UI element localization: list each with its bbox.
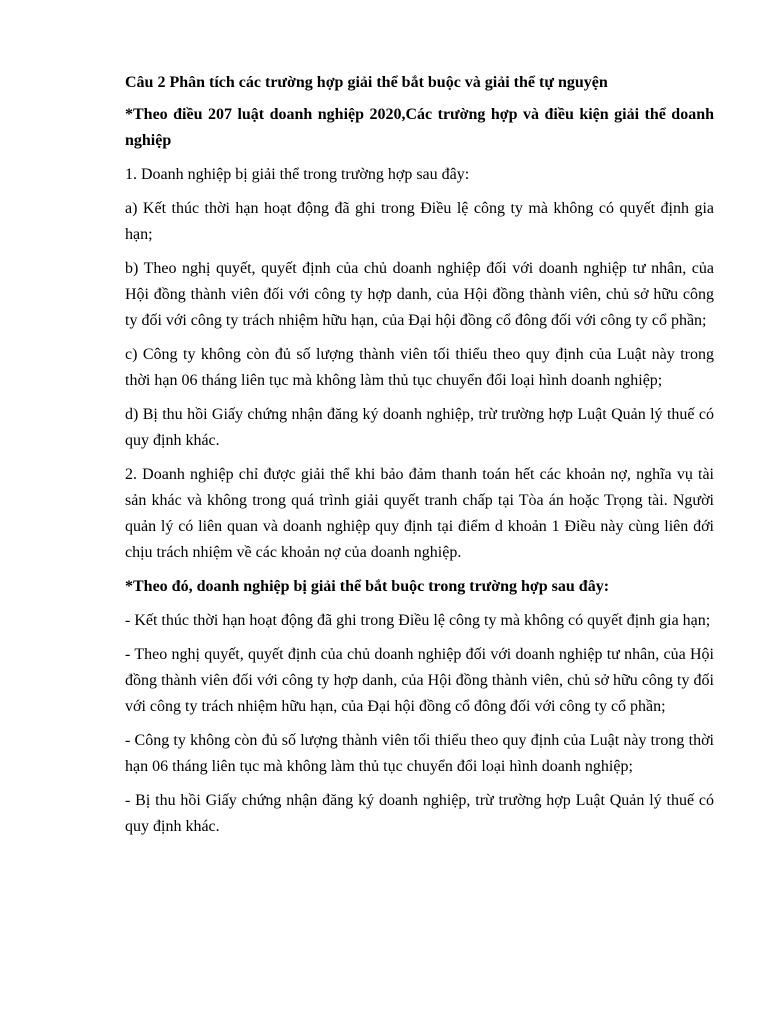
bullet-1: - Kết thúc thời hạn hoạt động đã ghi trong Điều lệ công ty mà không có quyết định gia hạn; — [125, 612, 711, 629]
bullet-4: - Bị thu hồi Giấy chứng nhận đăng ký doanh nghiệp, trừ trường hợp Luật Quản lý thuế có quy định khác. — [125, 792, 714, 835]
item-1-d: d) Bị thu hồi Giấy chứng nhận đăng ký doanh nghiệp, trừ trường hợp Luật Quản lý thuế có quy định khác. — [125, 406, 714, 449]
item-1-b: b) Theo nghị quyết, quyết định của chủ doanh nghiệp đối với doanh nghiệp tư nhân, của Hội đồng thành viên đối với công ty hợp danh, của Hội đồng thành viên, chủ sở hữu công ty đối với công ty trách nhiệm hữu hạn, của Đại hội đồng cổ đông đối với công ty cổ phần; — [125, 260, 714, 329]
bullet-2: - Theo nghị quyết, quyết định của chủ doanh nghiệp đối với doanh nghiệp tư nhân, của Hội đồng thành viên đối với công ty hợp danh, của Hội đồng thành viên, chủ sở hữu công ty đối với công ty trách nhiệm hữu hạn, của Đại hội đồng cổ đông đối với công ty cổ phần; — [125, 646, 714, 715]
item-1-c: c) Công ty không còn đủ số lượng thành viên tối thiểu theo quy định của Luật này trong thời hạn 06 tháng liên tục mà không làm thủ tục chuyển đổi loại hình doanh nghiệp; — [125, 346, 714, 389]
section2-heading: *Theo đó, doanh nghiệp bị giải thể bắt buộc trong trường hợp sau đây: — [125, 578, 610, 595]
bullet-3: - Công ty không còn đủ số lượng thành viên tối thiểu theo quy định của Luật này trong thời hạn 06 tháng liên tục mà không làm thủ tục chuyển đổi loại hình doanh nghiệp; — [125, 732, 714, 775]
document-page — [125, 70, 714, 848]
item-1-a: a) Kết thúc thời hạn hoạt động đã ghi trong Điều lệ công ty mà không có quyết định gia hạn; — [125, 200, 714, 243]
item-2: 2. Doanh nghiệp chỉ được giải thể khi bảo đảm thanh toán hết các khoản nợ, nghĩa vụ tài sản khác và không trong quá trình giải quyết tranh chấp tại Tòa án hoặc Trọng tài. Người quản lý có liên quan và doanh nghiệp quy định tại điểm d khoản 1 Điều này cùng liên đới chịu trách nhiệm về các khoản nợ của doanh nghiệp. — [125, 466, 714, 561]
section1-heading: *Theo điều 207 luật doanh nghiệp 2020,Các trường hợp và điều kiện giải thể doanh nghiệp — [125, 106, 714, 149]
document-title: Câu 2 Phân tích các trường hợp giải thể bắt buộc và giải thể tự nguyện — [125, 74, 608, 91]
item-1: 1. Doanh nghiệp bị giải thể trong trường hợp sau đây: — [125, 166, 470, 183]
